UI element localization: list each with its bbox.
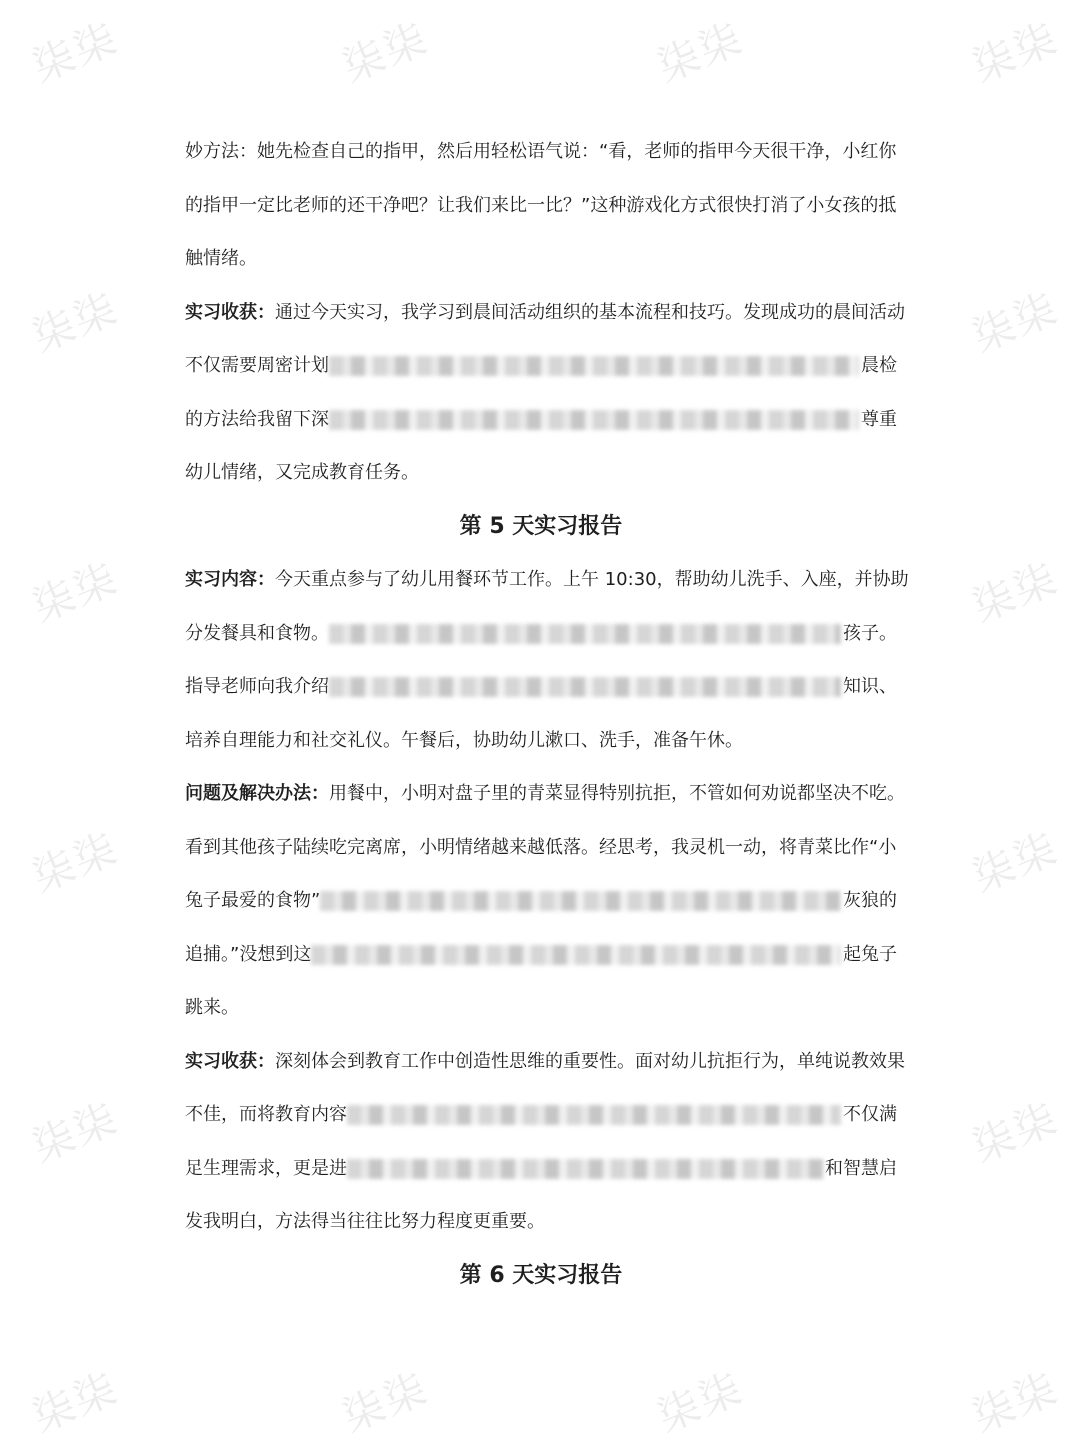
redacted-text [329, 624, 841, 644]
redacted-text [329, 410, 859, 430]
section-label: 实习内容： [185, 569, 275, 590]
watermark: 柒柒 [649, 13, 750, 92]
line-text: 深刻体会到教育工作中创造性思维的重要性。面对幼儿抗拒行为，单纯说教效果 [275, 1050, 905, 1072]
line-text: 今天重点参与了幼儿用餐环节工作。上午 10:30，帮助幼儿洗手、入座，并协助 [275, 569, 909, 590]
watermark: 柒柒 [964, 823, 1065, 902]
text-line [185, 1093, 897, 1147]
redacted-text [329, 677, 841, 697]
line-text: 足生理需求，更是进 [185, 1157, 347, 1179]
line-tail: 和智慧启 [825, 1157, 897, 1179]
watermark: 柒柒 [24, 823, 125, 902]
text-line [185, 1147, 897, 1201]
section-heading: 第 6 天实习报告 [459, 1262, 623, 1288]
line-text: 跳来。 [185, 997, 239, 1018]
text-line [185, 291, 905, 345]
text-line [185, 879, 897, 933]
line-text: 通过今天实习，我学习到晨间活动组织的基本流程和技巧。发现成功的晨间活动 [275, 301, 905, 323]
text-line [185, 612, 897, 666]
text-line [185, 826, 897, 880]
line-text: 指导老师向我介绍 [185, 676, 329, 697]
redacted-text [320, 891, 841, 911]
line-text: 妙方法：她先检查自己的指甲，然后用轻松语气说：“看，老师的指甲今天很干净，小红你 [185, 141, 897, 162]
section-label: 实习收获： [185, 301, 275, 323]
watermark: 柒柒 [964, 553, 1065, 632]
line-text: 不佳，而将教育内容 [185, 1104, 347, 1125]
redacted-text [347, 1159, 823, 1179]
text-line [185, 665, 897, 719]
line-text: 用餐中，小明对盘子里的青菜显得特别抗拒，不管如何劝说都坚决不吃。 [329, 783, 905, 804]
watermark: 柒柒 [649, 1363, 750, 1442]
watermark: 柒柒 [24, 1093, 125, 1172]
line-tail: 知识、 [843, 676, 897, 697]
text-line [185, 1040, 905, 1094]
watermark: 柒柒 [334, 13, 435, 92]
line-tail: 起兔子 [843, 943, 897, 965]
redacted-text [347, 1105, 841, 1125]
document-page [185, 130, 909, 1307]
text-line [185, 933, 897, 987]
watermark: 柒柒 [964, 13, 1065, 92]
line-tail: 灰狼的 [843, 890, 897, 911]
line-text: 发我明白，方法得当往往比努力程度更重要。 [185, 1211, 545, 1232]
line-text: 兔子最爱的食物” [185, 890, 321, 911]
watermark: 柒柒 [964, 283, 1065, 362]
watermark: 柒柒 [24, 283, 125, 362]
redacted-text [311, 945, 841, 965]
text-line [185, 451, 897, 505]
watermark: 柒柒 [24, 13, 125, 92]
watermark: 柒柒 [964, 1363, 1065, 1442]
text-line [185, 558, 909, 612]
line-text: 追捕。”没想到这 [185, 943, 312, 965]
text-line [185, 719, 897, 773]
line-text: 的方法给我留下深 [185, 408, 329, 430]
watermark: 柒柒 [24, 553, 125, 632]
line-text: 看到其他孩子陆续吃完离席，小明情绪越来越低落。经思考，我灵机一动，将青菜比作“小 [185, 836, 897, 858]
text-line [185, 344, 897, 398]
section-label: 问题及解决办法： [185, 783, 329, 804]
section-label: 实习收获： [185, 1050, 275, 1072]
watermark: 柒柒 [24, 1363, 125, 1442]
text-line [185, 1200, 897, 1254]
line-text: 幼儿情绪，又完成教育任务。 [185, 462, 419, 483]
line-text: 培养自理能力和社交礼仪。午餐后，协助幼儿漱口、洗手，准备午休。 [185, 729, 743, 751]
redacted-text [329, 356, 859, 376]
line-tail: 尊重 [861, 408, 897, 430]
text-line [185, 772, 905, 826]
text-line [185, 130, 897, 184]
text-line [185, 237, 897, 291]
line-text: 触情绪。 [185, 248, 257, 269]
line-text: 不仅需要周密计划 [185, 355, 329, 376]
text-line [185, 986, 897, 1040]
line-text: 的指甲一定比老师的还干净吧？让我们来比一比？”这种游戏化方式很快打消了小女孩的抵 [185, 194, 897, 216]
line-tail: 孩子。 [843, 622, 897, 644]
watermark: 柒柒 [334, 1363, 435, 1442]
line-text: 分发餐具和食物。 [185, 622, 329, 644]
section-heading: 第 5 天实习报告 [459, 513, 623, 539]
text-line [185, 398, 897, 452]
line-tail: 不仅满 [843, 1104, 897, 1125]
line-tail: 晨检 [861, 355, 897, 376]
watermark: 柒柒 [964, 1093, 1065, 1172]
text-line [185, 184, 897, 238]
